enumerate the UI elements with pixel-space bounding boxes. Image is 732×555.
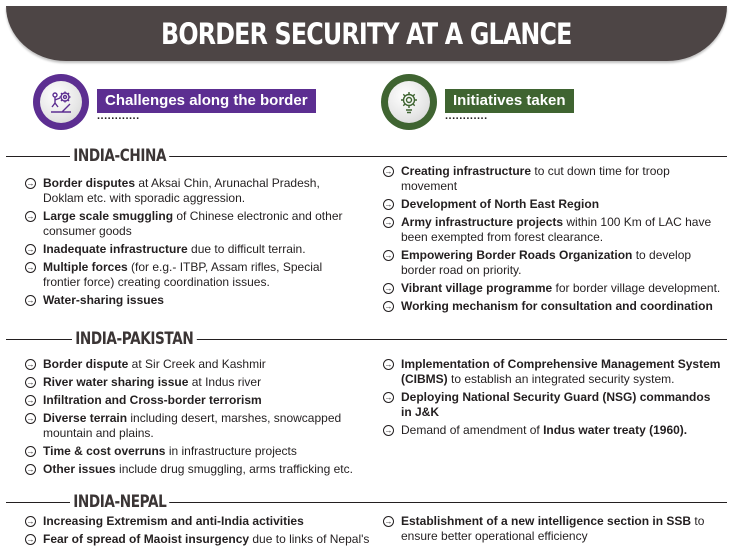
title-banner xyxy=(6,6,727,61)
arrow-circle-icon: → xyxy=(384,392,393,402)
list-item: → Creating infrastructure to cut down time for troop movement xyxy=(384,164,670,193)
arrow-circle-icon: → xyxy=(26,377,35,387)
initiatives-header xyxy=(381,74,574,130)
list-item: → Water-sharing issues xyxy=(26,293,164,307)
arrow-circle-icon: → xyxy=(26,446,35,456)
list-item: → Army infrastructure projects within 100 Km of LAC have been exempted from forest clearance. xyxy=(384,215,712,244)
arrow-circle-icon: → xyxy=(384,516,393,526)
list-item: → Working mechanism for consultation and coordination xyxy=(384,299,713,313)
climber-gear-icon xyxy=(48,89,74,115)
india-china-initiatives xyxy=(383,164,723,317)
list-item: → Inadequate infrastructure due to difficult terrain. xyxy=(26,242,306,256)
section-title-india-china: INDIA-CHINA xyxy=(70,146,169,166)
list-item: → Implementation of Comprehensive Management System (CIBMS) to establish an integrated security system. xyxy=(384,357,721,386)
arrow-circle-icon: → xyxy=(384,283,393,293)
list-item: → Other issues include drug smuggling, arms trafficking etc. xyxy=(26,462,353,476)
list-item: → Border disputes at Aksai Chin, Arunachal Pradesh, Doklam etc. with sporadic aggression. xyxy=(26,176,320,205)
india-china-challenges xyxy=(25,176,355,311)
list-item: → Time & cost overruns in infrastructure projects xyxy=(26,444,297,458)
list-item: → Empowering Border Roads Organization to develop border road on priority. xyxy=(384,248,692,277)
arrow-circle-icon: → xyxy=(26,244,35,254)
arrow-circle-icon: → xyxy=(384,217,393,227)
list-item: → Deploying National Security Guard (NSG) commandos in J&K xyxy=(384,390,711,419)
arrow-circle-icon: → xyxy=(26,516,35,526)
india-pakistan-challenges xyxy=(25,357,360,480)
india-nepal-initiatives xyxy=(383,514,713,547)
page-title: BORDER SECURITY AT A GLANCE xyxy=(161,16,572,51)
arrow-circle-icon: → xyxy=(26,464,35,474)
arrow-circle-icon: → xyxy=(384,199,393,209)
list-item: → Diverse terrain including desert, marshes, snowcapped mountain and plains. xyxy=(26,411,342,440)
list-item: → Development of North East Region xyxy=(384,197,600,211)
arrow-circle-icon: → xyxy=(26,534,35,544)
arrow-circle-icon: → xyxy=(26,413,35,423)
list-item: → River water sharing issue at Indus river xyxy=(26,375,262,389)
challenges-label: Challenges along the border xyxy=(97,89,316,113)
list-item: → Establishment of a new intelligence section in SSB to ensure better operational efficiency xyxy=(384,514,705,543)
section-title-india-pakistan: INDIA-PAKISTAN xyxy=(72,329,197,349)
section-title-india-nepal: INDIA-NEPAL xyxy=(70,492,170,512)
india-pakistan-initiatives xyxy=(383,357,723,441)
arrow-circle-icon: → xyxy=(384,425,393,435)
list-item: → Demand of amendment of Indus water treaty (1960). xyxy=(384,423,688,437)
list-item: → Infiltration and Cross-border terrorism xyxy=(26,393,262,407)
initiatives-label: Initiatives taken xyxy=(445,89,574,113)
list-item: → Increasing Extremism and anti-India activities xyxy=(26,514,304,528)
list-item: → Large scale smuggling of Chinese electronic and other consumer goods xyxy=(26,209,343,238)
arrow-circle-icon: → xyxy=(384,359,393,369)
list-item: → Multiple forces (for e.g.- ITBP, Assam rifles, Special frontier force) creating coordination issues. xyxy=(26,260,323,289)
initiatives-dots: ............ xyxy=(445,110,488,122)
arrow-circle-icon: → xyxy=(26,211,35,221)
challenges-dots: ............ xyxy=(97,110,140,122)
arrow-circle-icon: → xyxy=(26,178,35,188)
arrow-circle-icon: → xyxy=(384,301,393,311)
initiatives-badge xyxy=(381,74,437,130)
arrow-circle-icon: → xyxy=(26,295,35,305)
arrow-circle-icon: → xyxy=(26,359,35,369)
india-nepal-challenges xyxy=(25,514,370,550)
arrow-circle-icon: → xyxy=(26,262,35,272)
list-item: → Fear of spread of Maoist insurgency due to links of Nepal's xyxy=(26,532,370,546)
arrow-circle-icon: → xyxy=(384,250,393,260)
challenges-header xyxy=(33,74,316,130)
list-item: → Border dispute at Sir Creek and Kashmir xyxy=(26,357,266,371)
gear-bulb-icon xyxy=(396,89,422,115)
challenges-badge xyxy=(33,74,89,130)
arrow-circle-icon: → xyxy=(384,166,393,176)
list-item: → Vibrant village programme for border village development. xyxy=(384,281,721,295)
arrow-circle-icon: → xyxy=(26,395,35,405)
